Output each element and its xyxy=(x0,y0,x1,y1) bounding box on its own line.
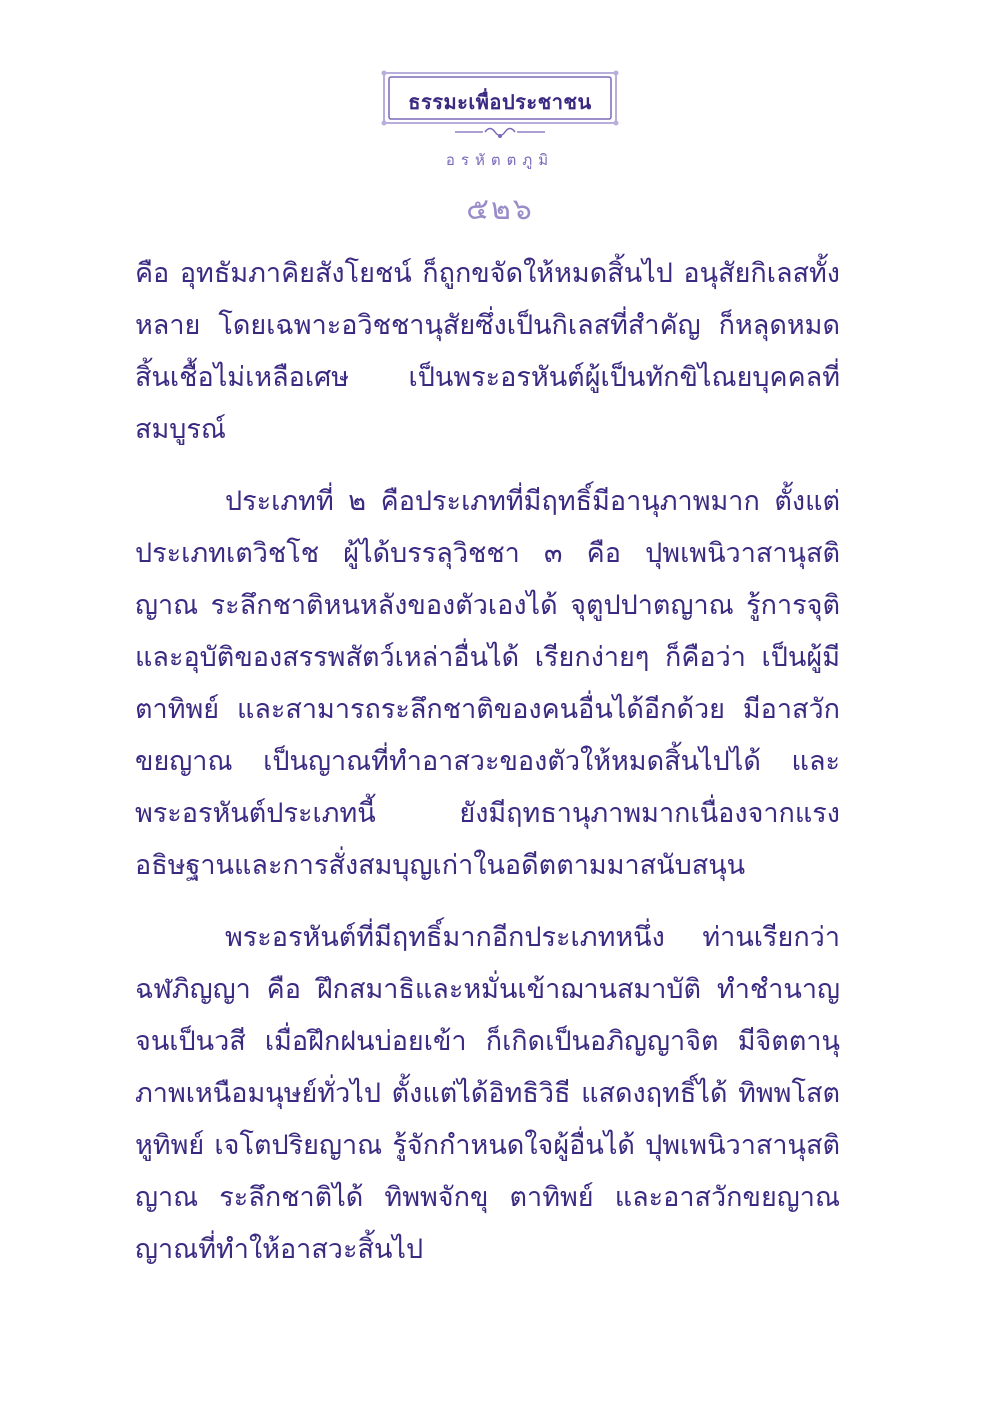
body-text xyxy=(135,248,840,1276)
series-logo xyxy=(381,70,619,144)
page-number: ๕๒๖ xyxy=(466,192,534,227)
section-title: อรหัตตภูมิ xyxy=(445,151,555,169)
logo-text: ธรรมะเพื่อประชาชน xyxy=(408,90,592,114)
paragraph: คือ อุทธัมภาคิยสังโยชน์ ก็ถูกขจัดให้หมดสิ้นไป อนุสัยกิเลสทั้งหลาย โดยเฉพาะอวิชชานุสัยซึ่งเป็นกิเลสที่สำคัญ ก็หลุดหมดสิ้นเชื้อไม่เหลือเศษ เป็นพระอรหันต์ผู้เป็นทักขิไณยบุคคลที่สมบูรณ์ xyxy=(135,258,840,445)
paragraph: ประเภทที่ ๒ คือประเภทที่มีฤทธิ์มีอานุภาพมาก ตั้งแต่ประเภทเตวิชโช ผู้ได้บรรลุวิชชา ๓ คือ ปุพเพนิวาสานุสติญาณ ระลึกชาติหนหลังของตัวเองได้ จุตูปปาตญาณ รู้การจุติและอุบัติของสรรพสัตว์เหล่าอื่นได้ เรียกง่ายๆ ก็คือว่า เป็นผู้มีตาทิพย์ และสามารถระลึกชาติของคนอื่นได้อีกด้วย มีอาสวักขยญาณ เป็นญาณที่ทำอาสวะของตัวให้หมดสิ้นไปได้ และพระอรหันต์ประเภทนี้ ยังมีฤทธานุภาพมากเนื่องจากแรงอธิษฐานและการสั่งสมบุญเก่าในอดีตตามมาสนับสนุน xyxy=(135,486,840,881)
paragraph: พระอรหันต์ที่มีฤทธิ์มากอีกประเภทหนึ่ง ท่านเรียกว่า ฉฬภิญญา คือ ฝึกสมาธิและหมั่นเข้าฌานสมาบัติ ทำชำนาญจนเป็นวสี เมื่อฝึกฝนบ่อยเข้า ก็เกิดเป็นอภิญญาจิต มีจิตตานุภาพเหนือมนุษย์ทั่วไป ตั้งแต่ได้อิทธิวิธี แสดงฤทธิ์ได้ ทิพพโสต หูทิพย์ เจโตปริยญาณ รู้จักกำหนดใจผู้อื่นได้ ปุพเพนิวาสานุสติญาณ ระลึกชาติได้ ทิพพจักขุ ตาทิพย์ และอาสวักขยญาณ ญาณที่ทำให้อาสวะสิ้นไป xyxy=(135,922,840,1265)
